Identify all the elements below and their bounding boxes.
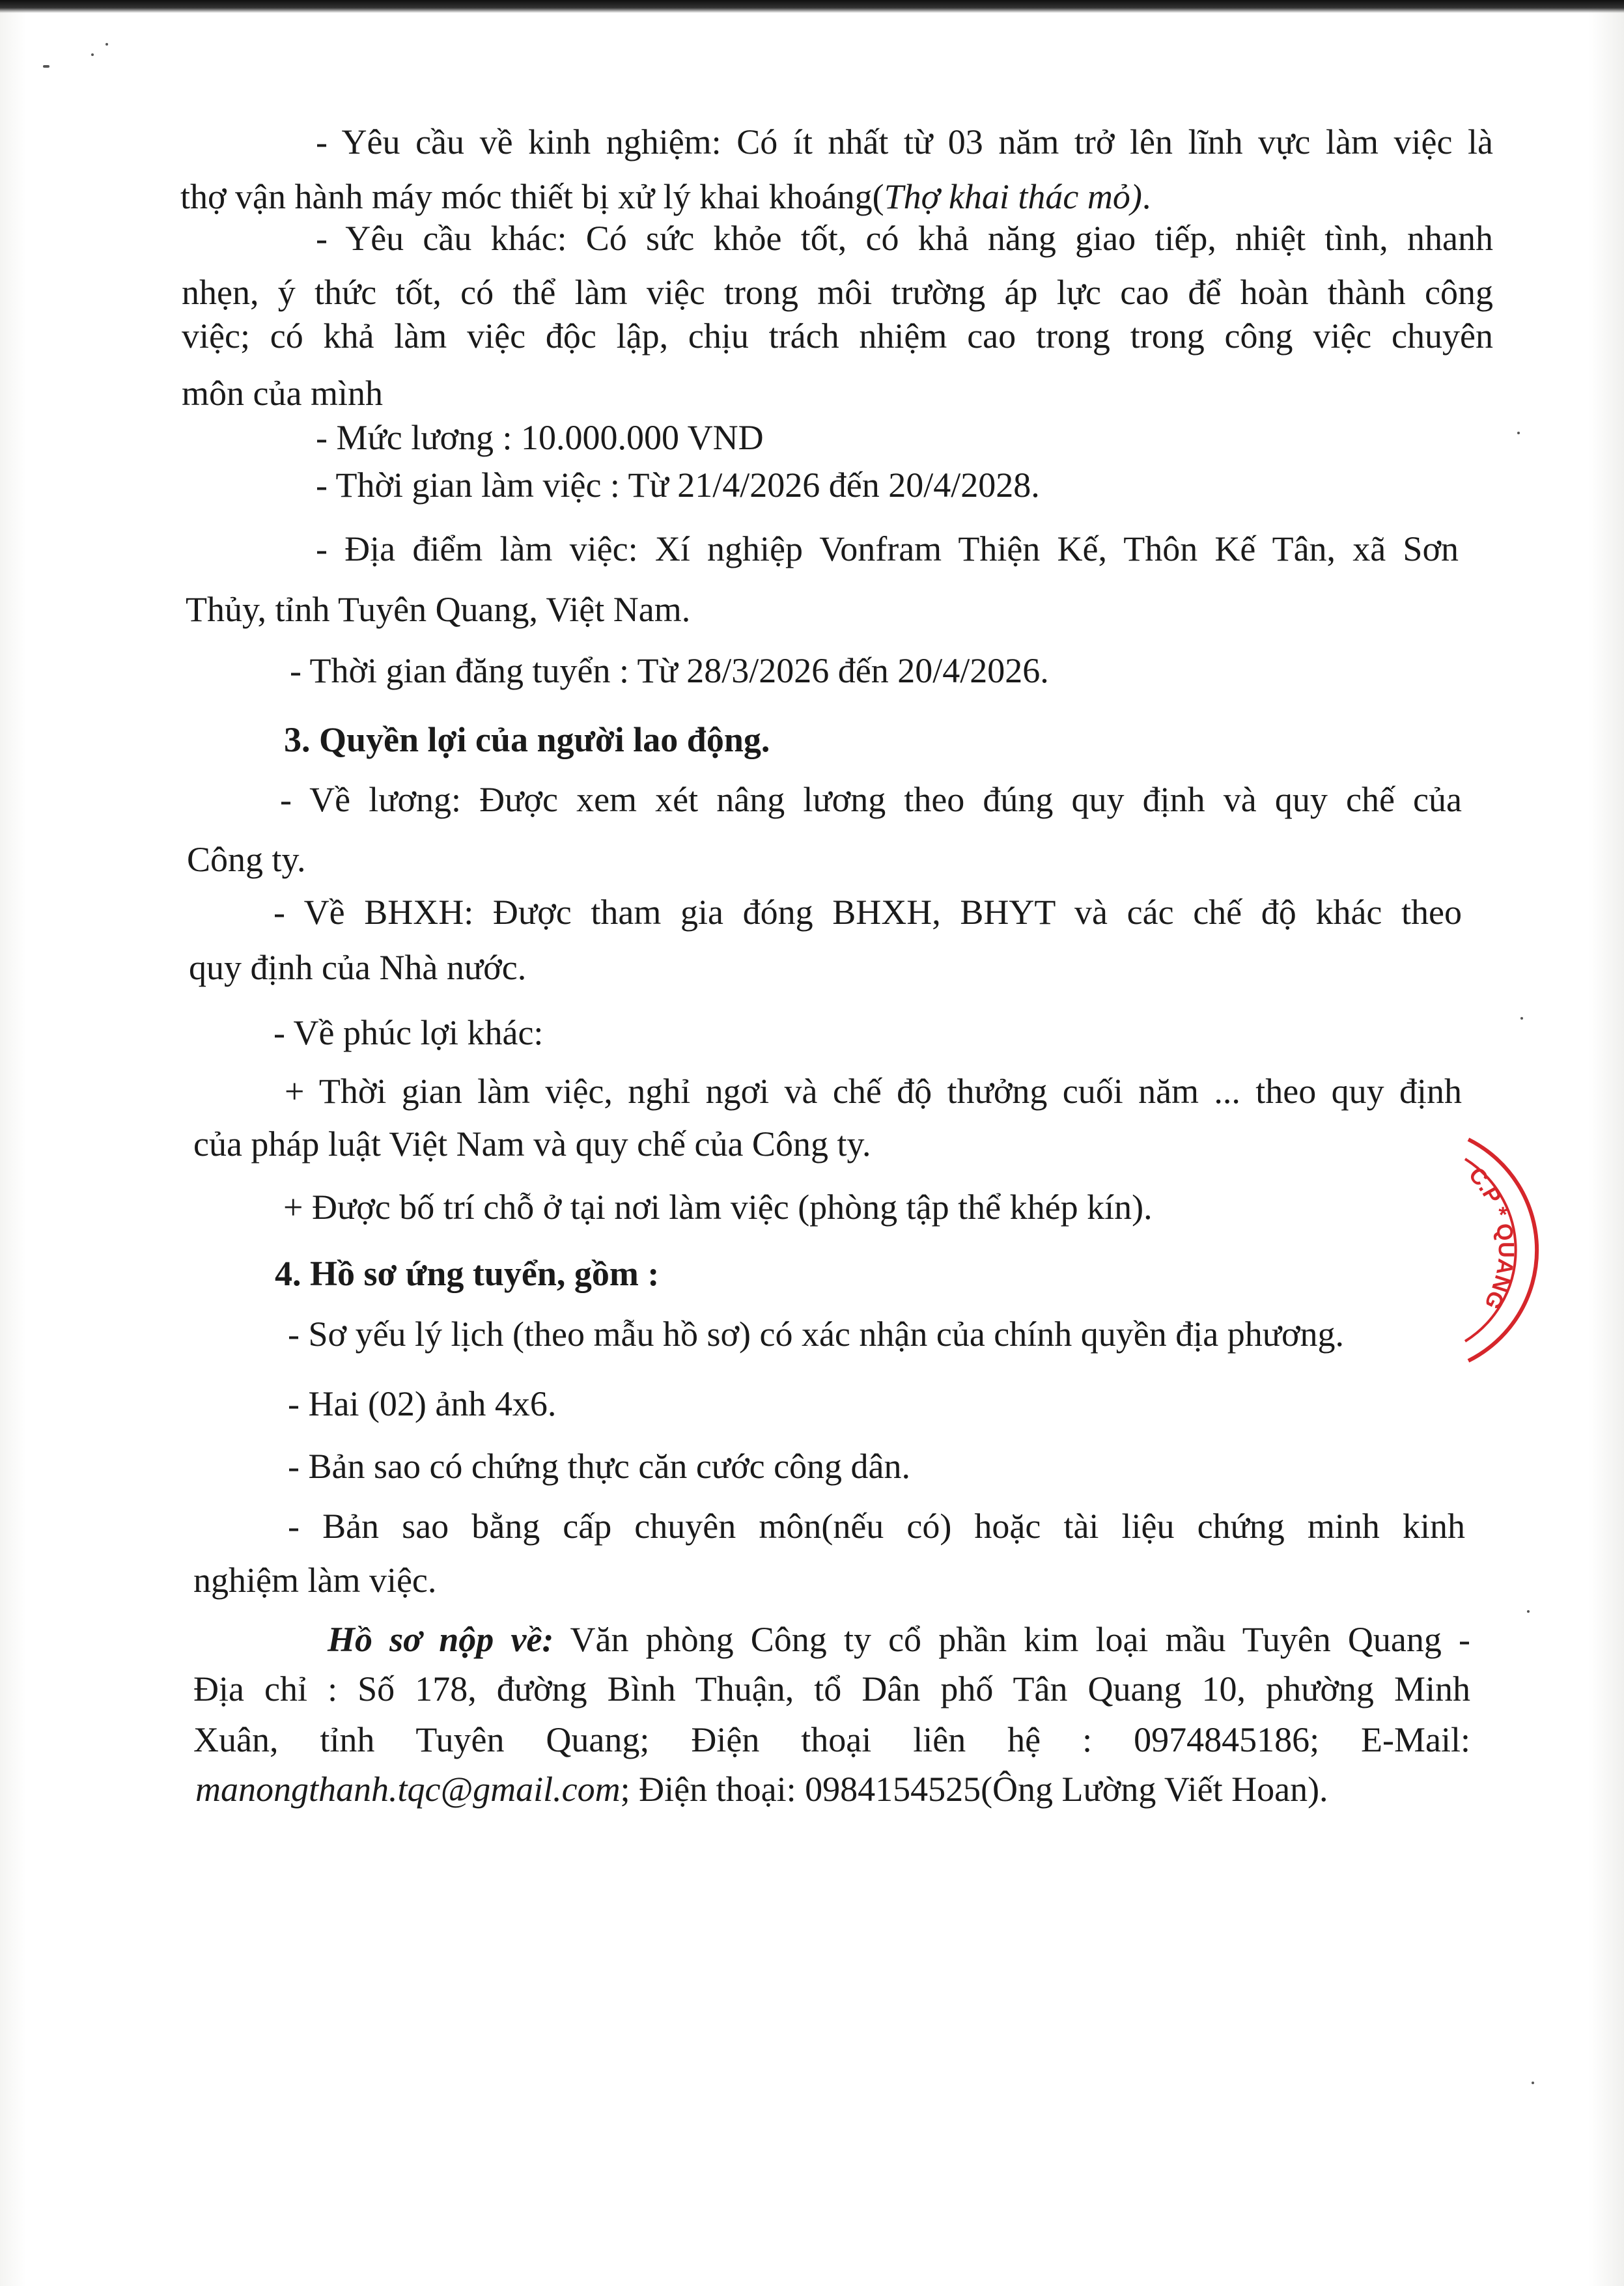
list-item: - Hai (02) ảnh 4x6. bbox=[288, 1384, 557, 1423]
text-line: - Yêu cầu về kinh nghiệm: Có ít nhất từ 03 năm trở lên lĩnh vực làm việc là bbox=[316, 122, 1493, 161]
posting-period-line: - Thời gian đăng tuyển : Từ 28/3/2026 đến 20/4/2026. bbox=[290, 651, 1049, 690]
text-line: + Thời gian làm việc, nghỉ ngơi và chế độ thưởng cuối năm ... theo quy định bbox=[285, 1072, 1462, 1111]
section-heading: 3. Quyền lợi của người lao động. bbox=[284, 720, 770, 759]
company-stamp bbox=[1429, 1120, 1624, 1380]
text-line: việc; có khả làm việc độc lập, chịu trách nhiệm cao trong trong công việc chuyên bbox=[182, 316, 1493, 355]
text-line: nghiệm làm việc. bbox=[193, 1561, 437, 1600]
text-line: - Về phúc lợi khác: bbox=[273, 1013, 544, 1052]
text-line: của pháp luật Việt Nam và quy chế của Công ty. bbox=[193, 1124, 871, 1164]
scan-speck bbox=[43, 65, 49, 68]
text-line: Hồ sơ nộp về: Văn phòng Công ty cổ phần kim loại mầu Tuyên Quang - bbox=[328, 1620, 1470, 1659]
text-line: Xuân, tỉnh Tuyên Quang; Điện thoại liên hệ : 0974845186; E-Mail: bbox=[193, 1720, 1470, 1759]
text-line: manongthanh.tqc@gmail.com; Điện thoại: 0984154525(Ông Lường Viết Hoan). bbox=[195, 1770, 1328, 1809]
scan-speck bbox=[105, 43, 108, 46]
scan-speck bbox=[1520, 1017, 1523, 1020]
scan-speck bbox=[91, 53, 94, 56]
text-line: - Địa điểm làm việc: Xí nghiệp Vonfram Thiện Kế, Thôn Kế Tân, xã Sơn bbox=[316, 529, 1459, 568]
text-line: - Yêu cầu khác: Có sức khỏe tốt, có khả năng giao tiếp, nhiệt tình, nhanh bbox=[316, 219, 1493, 258]
section-heading: 4. Hồ sơ ứng tuyển, gồm : bbox=[275, 1254, 660, 1293]
stamp-text: C.P * QUANG bbox=[1463, 1162, 1519, 1313]
salary-line: - Mức lương : 10.000.000 VND bbox=[316, 418, 764, 457]
text-line: thợ vận hành máy móc thiết bị xử lý khai khoáng(Thợ khai thác mỏ). bbox=[180, 177, 1151, 216]
text-line: quy định của Nhà nước. bbox=[189, 948, 527, 987]
text-line: môn của mình bbox=[182, 374, 383, 413]
text-line: + Được bố trí chỗ ở tại nơi làm việc (phòng tập thể khép kín). bbox=[283, 1188, 1153, 1227]
work-period-line: - Thời gian làm việc : Từ 21/4/2026 đến 20/4/2028. bbox=[316, 466, 1040, 505]
email-address: manongthanh.tqc@gmail.com bbox=[195, 1770, 621, 1809]
submission-label: Hồ sơ nộp về: bbox=[328, 1620, 554, 1659]
text-line: Địa chỉ : Số 178, đường Bình Thuận, tổ Dân phố Tân Quang 10, phường Minh bbox=[193, 1669, 1470, 1708]
scan-speck bbox=[1517, 432, 1520, 434]
text-line: nhẹn, ý thức tốt, có thể làm việc trong môi trường áp lực cao để hoàn thành công bbox=[182, 273, 1493, 312]
scan-edge bbox=[0, 0, 1624, 13]
text-line: - Bản sao bằng cấp chuyên môn(nếu có) hoặc tài liệu chứng minh kinh bbox=[288, 1507, 1465, 1546]
scan-speck bbox=[1532, 2082, 1534, 2084]
text-line: Công ty. bbox=[187, 840, 306, 879]
scan-speck bbox=[1527, 1610, 1530, 1613]
list-item: - Sơ yếu lý lịch (theo mẫu hồ sơ) có xác nhận của chính quyền địa phương. bbox=[288, 1315, 1345, 1354]
text-line: Thủy, tỉnh Tuyên Quang, Việt Nam. bbox=[186, 590, 691, 629]
list-item: - Bản sao có chứng thực căn cước công dân. bbox=[288, 1447, 911, 1486]
text-line: - Về BHXH: Được tham gia đóng BHXH, BHYT và các chế độ khác theo bbox=[273, 893, 1462, 932]
text-line: - Về lương: Được xem xét nâng lương theo đúng quy định và quy chế của bbox=[280, 780, 1462, 819]
italic-text: Thợ khai thác mỏ) bbox=[884, 177, 1142, 216]
